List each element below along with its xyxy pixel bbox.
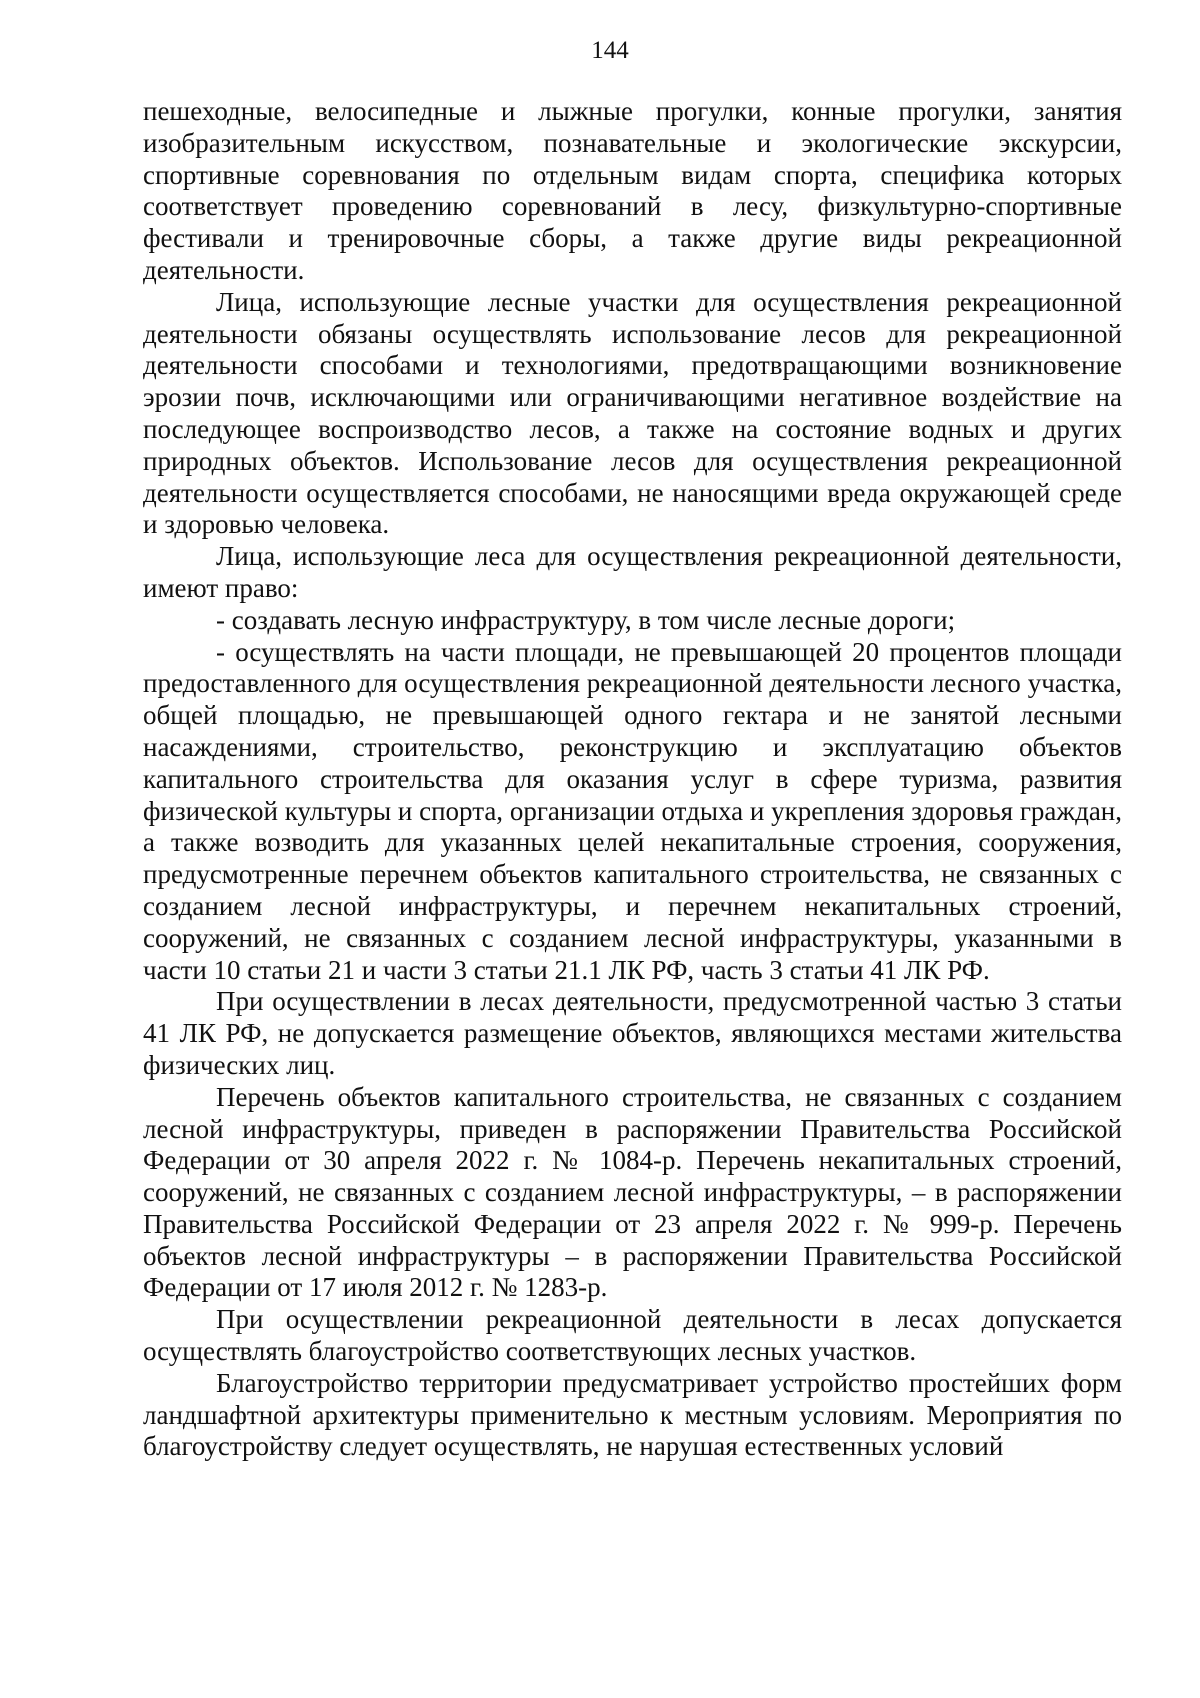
paragraph: При осуществлении в лесах деятельности, предусмотренной частью 3 статьи 41 ЛК РФ, не допускается размещение объектов, являющихся местами жительства физических лиц.	[143, 986, 1122, 1080]
paragraph-continued: Благоустройство территории предусматривает устройство простейших форм ландшафтной архитектуры применительно к местным условиям. Мероприятия по благоустройству следует осуществлять, не нарушая естественных условий	[143, 1367, 1122, 1462]
paragraph: Лица, использующие леса для осуществления рекреационной деятельности, имеют право:	[143, 541, 1122, 603]
list-item: - создавать лесную инфраструктуру, в том числе лесные дороги;	[216, 604, 956, 635]
paragraph: При осуществлении рекреационной деятельности в лесах допускается осуществлять благоустройство соответствующих лесных участков.	[143, 1304, 1122, 1367]
list-item: - осуществлять на части площади, не превышающей 20 процентов площади предоставленного для осуществления рекреационной деятельности лесного участка, общей площадью, не превышающей одного гектара и не занятой лесными насаждениями, строительство, реконструкцию и эксплуатацию объектов капитального строительства для оказания услуг в сфере туризма, развития физической культуры и спорта, организации отдыха и укрепления здоровья граждан, а также возводить для указанных целей некапитальные строения, сооружения, предусмотренные перечнем объектов капитального строительства, не связанных с созданием лесной инфраструктуры, и перечнем некапитальных строений, сооружений, не связанных с созданием лесной инфраструктуры, указанными в части 10 статьи 21 и части 3 статьи 21.1 ЛК РФ, часть 3 статьи 41 ЛК РФ.	[143, 636, 1122, 985]
paragraph: Перечень объектов капитального строительства, не связанных с созданием лесной инфраструктуры, приведен в распоряжении Правительства Российской Федерации от 30 апреля 2022 г. № 1084-р. Перечень некапитальных строений, сооружений, не связанных с созданием лесной инфраструктуры, – в распоряжении Правительства Российской Федерации от 23 апреля 2022 г. № 999-р. Перечень объектов лесной инфраструктуры – в распоряжении Правительства Российской Федерации от 17 июля 2012 г. № 1283-р.	[143, 1081, 1122, 1303]
document-body	[143, 96, 1122, 1463]
paragraph: пешеходные, велосипедные и лыжные прогулки, конные прогулки, занятия изобразительным искусством, познавательные и экологические экскурсии, спортивные соревнования по отдельным видам спорта, специфика которых соответствует проведению соревнований в лесу, физкультурно-спортивные фестивали и тренировочные сборы, а также другие виды рекреационной деятельности.	[143, 96, 1122, 285]
paragraph: Лица, использующие лесные участки для осуществления рекреационной деятельности обязаны осуществлять использование лесов для рекреационной деятельности способами и технологиями, предотвращающими возникновение эрозии почв, исключающими или ограничивающими негативное воздействие на последующее воспроизводство лесов, а также на состояние водных и других природных объектов. Использование лесов для осуществления рекреационной деятельности осуществляется способами, не наносящими вреда окружающей среде и здоровью человека.	[143, 286, 1122, 540]
page-number: 144	[591, 37, 629, 64]
